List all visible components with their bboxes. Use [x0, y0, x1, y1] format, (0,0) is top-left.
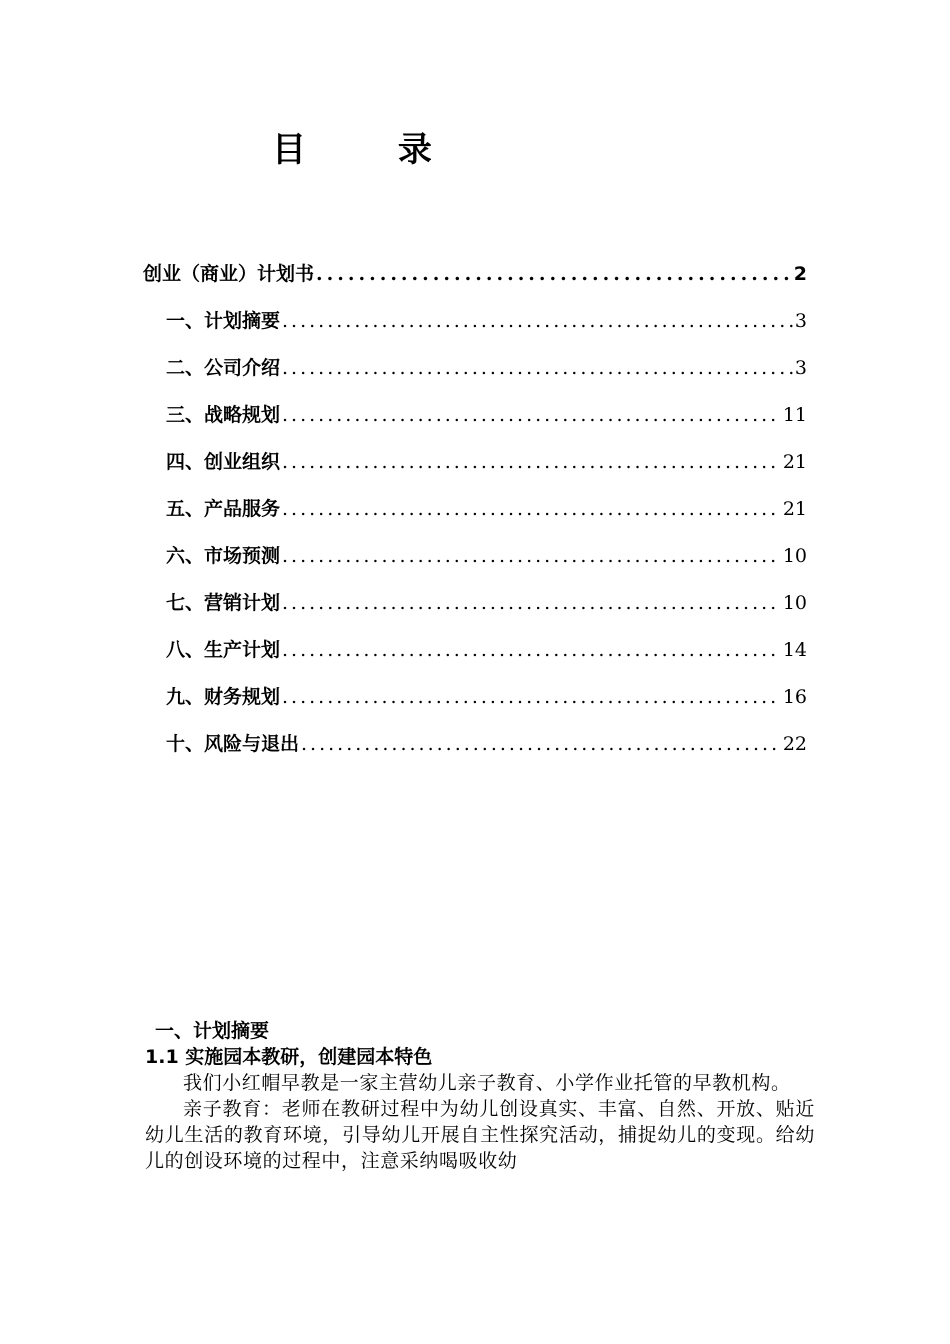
toc-entry[interactable] — [143, 671, 807, 711]
toc-entry-label: 一、计划摘要 — [166, 307, 280, 335]
body-paragraph: 我们小红帽早教是一家主营幼儿亲子教育、小学作业托管的早教机构。 — [183, 1072, 791, 1094]
toc-entry-page: 10 — [782, 545, 807, 567]
toc-entry[interactable] — [143, 718, 807, 758]
toc-leader-dots — [282, 495, 781, 523]
body-paragraph: 亲子教育：老师在教研过程中为幼儿创设真实、丰富、自然、开放、贴近幼儿生活的教育环境，引导幼儿开展自主性探究活动，捕捉幼儿的变现。给幼儿的创设环境的过程中，注意采纳喝吸收幼 — [145, 1098, 815, 1172]
toc-leader-dots — [282, 636, 781, 664]
section-heading: 一、计划摘要 — [155, 1020, 270, 1042]
toc-entry-page: 10 — [782, 592, 807, 614]
toc-entry-page: 14 — [782, 639, 807, 661]
subsection-heading: 1.1 实施园本教研，创建园本特色 — [145, 1046, 433, 1068]
toc-leader-dots — [282, 354, 793, 382]
toc-entry-label: 四、创业组织 — [166, 448, 280, 476]
toc-leader-dots — [282, 542, 781, 570]
toc-entry[interactable] — [143, 389, 807, 429]
toc-entry[interactable] — [143, 577, 807, 617]
toc-entry[interactable] — [143, 295, 807, 335]
toc-entry-page: 3 — [794, 357, 807, 379]
toc-entry-page: 3 — [794, 310, 807, 332]
toc-leader-dots — [282, 307, 793, 335]
toc-title: 目 录 — [272, 130, 472, 170]
toc-entry[interactable] — [143, 342, 807, 382]
toc-entry-page: 11 — [782, 404, 807, 426]
toc-leader-dots — [301, 730, 781, 758]
toc-entry[interactable] — [143, 530, 807, 570]
toc-entry[interactable] — [143, 248, 807, 288]
toc-entry-label: 三、战略规划 — [166, 401, 280, 429]
toc-entry-page: 22 — [782, 733, 807, 755]
toc-entry-page: 21 — [782, 451, 807, 473]
document-body — [145, 1018, 815, 1174]
toc-entry-label: 十、风险与退出 — [166, 730, 299, 758]
toc-entry-page: 2 — [793, 263, 807, 285]
toc-leader-dots — [316, 260, 792, 288]
toc-entry[interactable] — [143, 436, 807, 476]
toc-entry[interactable] — [143, 624, 807, 664]
toc-entry-label: 九、财务规划 — [166, 683, 280, 711]
toc-leader-dots — [282, 589, 781, 617]
toc-entry-label: 创业（商业）计划书 — [143, 260, 314, 288]
toc-leader-dots — [282, 401, 781, 429]
toc-entry-label: 八、生产计划 — [166, 636, 280, 664]
toc-entry-page: 21 — [782, 498, 807, 520]
toc-entry-label: 五、产品服务 — [166, 495, 280, 523]
toc-entry[interactable] — [143, 483, 807, 523]
toc-entry-page: 16 — [782, 686, 807, 708]
toc-leader-dots — [282, 683, 781, 711]
toc-entry-label: 七、营销计划 — [166, 589, 280, 617]
toc-entry-label: 二、公司介绍 — [166, 354, 280, 382]
toc-entry-label: 六、市场预测 — [166, 542, 280, 570]
toc-leader-dots — [282, 448, 781, 476]
